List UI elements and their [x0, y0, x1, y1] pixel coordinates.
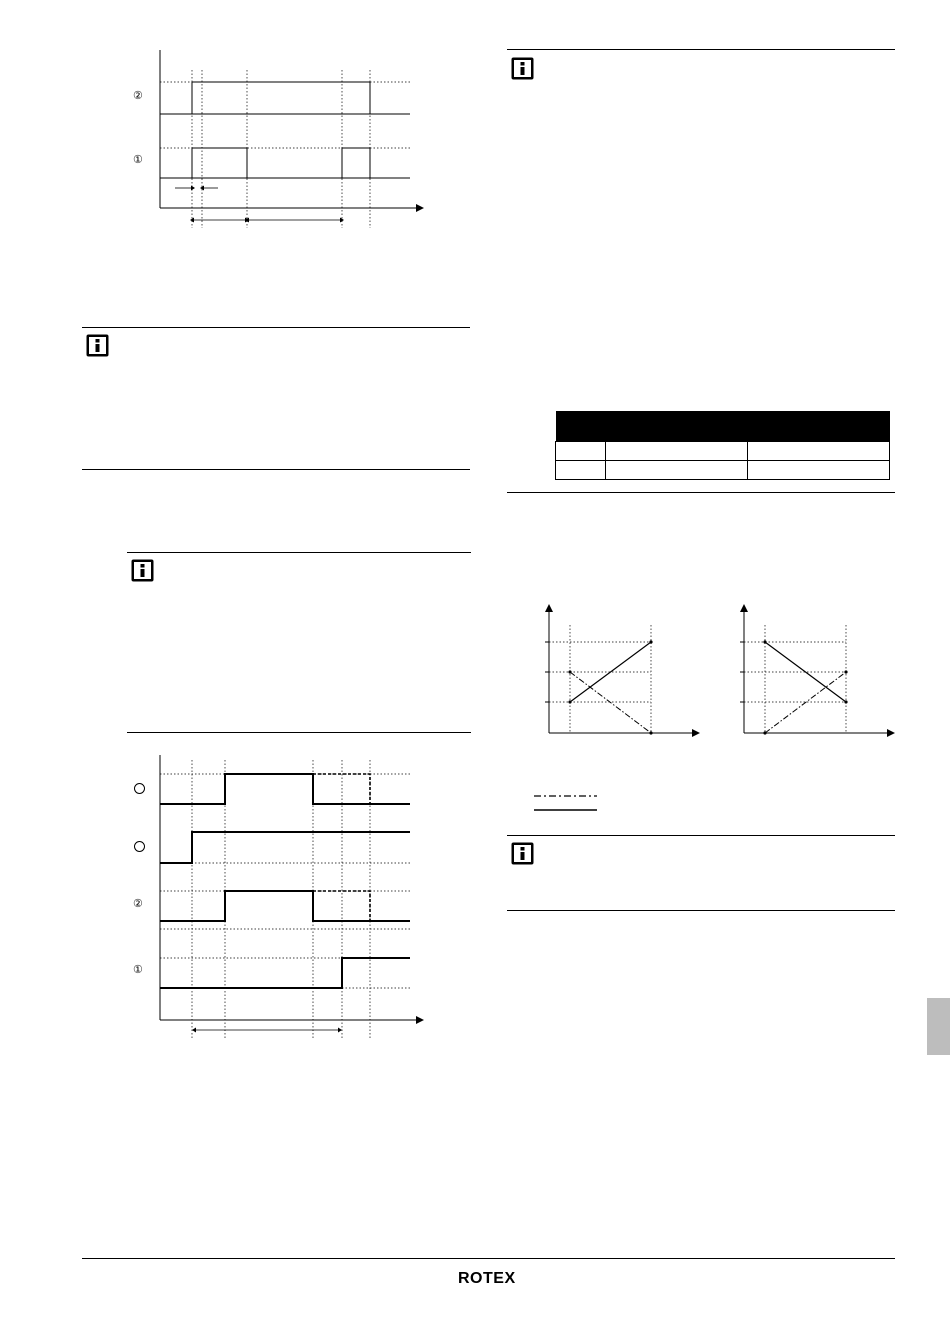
- timing-diagram-top: [120, 40, 430, 240]
- data-table: [555, 411, 890, 480]
- table-cell: [748, 442, 890, 461]
- marker-empty-circle-a: [134, 783, 145, 794]
- note-rule-bottom-right-2: [507, 910, 895, 911]
- marker-empty-circle-b: [134, 841, 145, 852]
- table-row: [556, 461, 890, 480]
- footer-rule: [82, 1258, 895, 1259]
- note-rule-bottom-left-2: [127, 732, 471, 733]
- chapter-side-tab: [927, 998, 950, 1055]
- marker-1-top: ①: [133, 154, 143, 166]
- note-rule-top-right-2: [507, 835, 895, 836]
- note-rule-top-right-1: [507, 49, 895, 50]
- brand-logo: ROTEX: [458, 1270, 516, 1287]
- table-cell: [556, 442, 606, 461]
- table-cell: [606, 461, 748, 480]
- table-cell: [556, 461, 606, 480]
- table-row: [556, 442, 890, 461]
- marker-2-bottom: ②: [133, 898, 143, 910]
- table-cell: [606, 442, 748, 461]
- marker-2-top: ②: [133, 90, 143, 102]
- info-icon: [511, 57, 534, 80]
- timing-diagram-bottom: [120, 750, 430, 1045]
- table-header-cell: [748, 411, 890, 442]
- note-rule-top-left-1: [82, 327, 470, 328]
- table-header-cell: [606, 411, 748, 442]
- table-cell: [748, 461, 890, 480]
- info-icon: [511, 842, 534, 865]
- legend-samples: [532, 790, 602, 816]
- table-header-row: [556, 411, 890, 442]
- line-graph-right: [725, 600, 900, 745]
- info-icon: [86, 334, 109, 357]
- marker-1-bottom: ①: [133, 964, 143, 976]
- table-header-cell: [556, 411, 606, 442]
- line-graph-left: [530, 600, 705, 745]
- note-rule-bottom-left-1: [82, 469, 470, 470]
- note-rule-top-left-2: [127, 552, 471, 553]
- info-icon: [131, 559, 154, 582]
- note-rule-bottom-right-1: [507, 492, 895, 493]
